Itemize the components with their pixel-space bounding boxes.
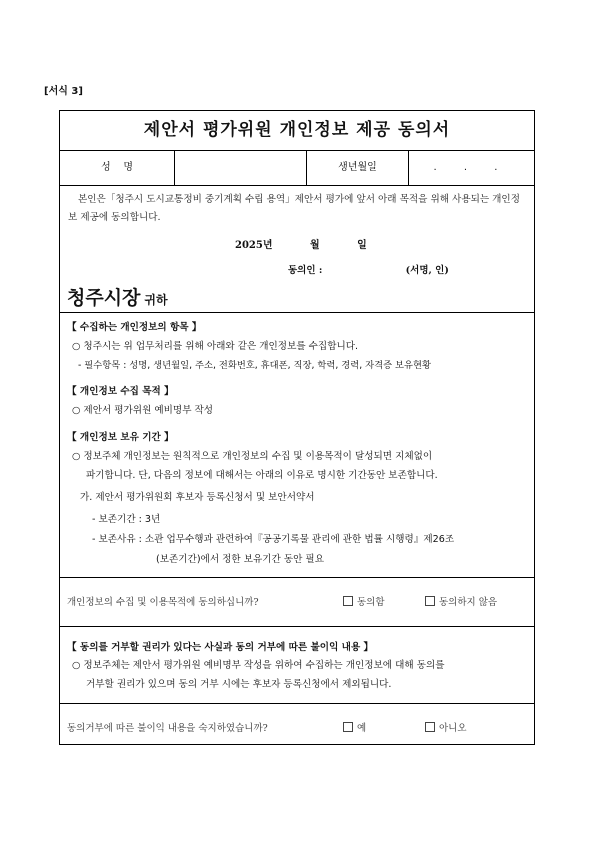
divider: [60, 703, 534, 704]
section-items-line1: ○ 청주시는 위 업무처리를 위해 아래와 같은 개인정보를 수집합니다.: [72, 341, 359, 352]
birth-label: 생년월일: [307, 150, 409, 185]
consent-form: [59, 110, 535, 745]
question-acknowledge: 동의거부에 따른 불이익 내용을 숙지하였습니까?: [67, 723, 268, 734]
agree-label: 동의함: [357, 597, 385, 608]
section-retention-line1: ○ 정보주체 개인정보는 원칙적으로 개인정보의 수집 및 이용목적이 달성되면 지체없이: [72, 451, 433, 462]
date-line: [235, 236, 401, 251]
section-retention-line2: 파기합니다. 단, 다음의 정보에 대해서는 아래의 이유로 명시한 기간동안 보존합니다.: [86, 470, 438, 481]
section-items-heading: 【 수집하는 개인정보의 항목 】: [67, 322, 202, 333]
no-label: 아니오: [439, 723, 467, 734]
signature-field[interactable]: (서명, 인): [405, 265, 449, 276]
recipient: [67, 283, 168, 310]
divider: [60, 577, 534, 578]
section-refusal-line1: ○ 정보주체는 제안서 평가위원 예비명부 작성을 위하여 수집하는 개인정보에 대해 동의를: [72, 660, 445, 671]
yes-checkbox[interactable]: [343, 722, 353, 732]
agree-option[interactable]: [343, 594, 385, 608]
name-field[interactable]: [175, 150, 307, 185]
yes-option[interactable]: [343, 720, 366, 734]
date-year: 2025년: [235, 240, 273, 251]
date-day[interactable]: 일: [357, 240, 367, 251]
disagree-option[interactable]: [425, 594, 497, 608]
no-checkbox[interactable]: [425, 722, 435, 732]
section-retention-heading: 【 개인정보 보유 기간 】: [67, 432, 174, 443]
consent-statement: 본인은「청주시 도시교통정비 중기계획 수립 용역」제안서 평가에 앞서 아래 목적을 위해 사용되는 개인정보 제공에 동의합니다.: [68, 194, 520, 223]
signer-label: 동의인 :: [288, 265, 323, 276]
date-month[interactable]: 월: [309, 240, 320, 251]
disagree-label: 동의하지 않음: [439, 597, 498, 608]
birth-field[interactable]: . . .: [433, 162, 510, 173]
form-code: [서식 3]: [44, 86, 83, 97]
section-purpose-heading: 【 개인정보 수집 목적 】: [67, 386, 174, 397]
question-consent: 개인정보의 수집 및 이용목적에 동의하십니까?: [67, 597, 259, 608]
section-purpose-line1: ○ 제안서 평가위원 예비명부 작성: [72, 405, 214, 416]
divider: [60, 626, 534, 627]
form-title: 제안서 평가위원 개인정보 제공 동의서: [60, 111, 534, 151]
name-label: 성 명: [60, 150, 175, 185]
recipient-suffix: 귀하: [144, 293, 168, 307]
agree-checkbox[interactable]: [343, 596, 353, 606]
section-items-line2: - 필수항목 : 성명, 생년월일, 주소, 전화번호, 휴대폰, 직장, 학력, 경력, 자격증 보유현황: [78, 360, 431, 371]
info-row: [60, 150, 534, 186]
no-option[interactable]: [425, 720, 467, 734]
divider: [60, 312, 534, 313]
section-retention-line5: - 보존사유 : 소관 업무수행과 관련하여『공공기록물 관리에 관한 법률 시행령』제26조: [92, 534, 455, 545]
signer-line: [288, 262, 449, 276]
section-refusal-heading: 【 동의를 거부할 권리가 있다는 사실과 동의 거부에 따른 불이익 내용 】: [67, 642, 374, 653]
section-refusal-line2: 거부할 권리가 있으며 동의 거부 시에는 후보자 등록신청에서 제외됩니다.: [86, 679, 392, 690]
disagree-checkbox[interactable]: [425, 596, 435, 606]
recipient-name: 청주시장: [67, 287, 141, 309]
section-retention-line4: - 보존기간 : 3년: [92, 514, 161, 525]
section-retention-line3: 가. 제안서 평가위원회 후보자 등록신청서 및 보안서약서: [80, 492, 315, 503]
section-retention-line6: (보존기간)에서 정한 보유기간 동안 필요: [156, 554, 324, 565]
yes-label: 예: [357, 723, 367, 734]
